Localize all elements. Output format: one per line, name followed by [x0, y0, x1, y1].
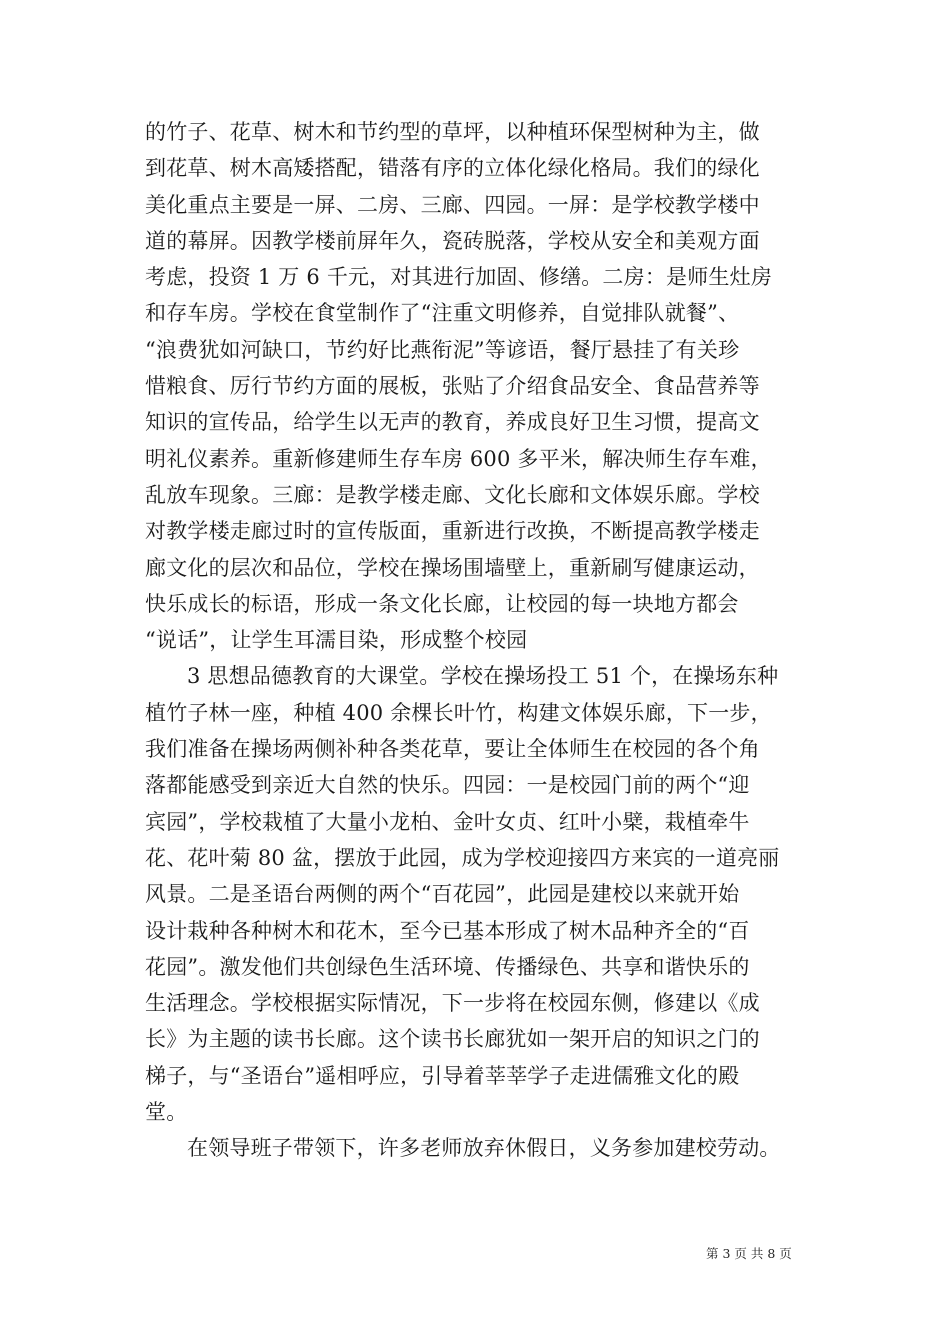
text-line: 对教学楼走廊过时的宣传版面，重新进行改换，不断提高教学楼走	[145, 519, 760, 544]
text-line: 风景。二是圣语台两侧的两个“百花园”，此园是建校以来就开始	[145, 882, 740, 907]
text-line: 植竹子林一座，种植 400 余棵长叶竹，构建文体娱乐廊，下一步，	[145, 700, 772, 725]
text-line-paragraph-start: 3 思想品德教育的大课堂。学校在操场投工 51 个，在操场东种	[187, 664, 779, 689]
body-text	[145, 114, 810, 1167]
text-line: 惜粮食、厉行节约方面的展板，张贴了介绍食品安全、食品营养等	[145, 374, 760, 399]
text-line: “浪费犹如河缺口，节约好比燕衔泥”等谚语，餐厅悬挂了有关珍	[145, 337, 740, 362]
text-line: 到花草、树木高矮搭配，错落有序的立体化绿化格局。我们的绿化	[145, 156, 760, 181]
text-line: 乱放车现象。三廊：是教学楼走廊、文化长廊和文体娱乐廊。学校	[145, 482, 760, 507]
text-line: 宾园”，学校栽植了大量小龙柏、金叶女贞、红叶小檗，栽植牵牛	[145, 809, 750, 834]
text-line: 道的幕屏。因教学楼前屏年久，瓷砖脱落，学校从安全和美观方面	[145, 228, 760, 253]
text-line: 梯子，与“圣语台”遥相呼应，引导着莘莘学子走进儒雅文化的殿	[145, 1063, 740, 1088]
text-line: 明礼仪素养。重新修建师生存车房 600 多平米，解决师生存车难，	[145, 446, 772, 471]
text-line: 花园”。激发他们共创绿色生活环境、传播绿色、共享和谐快乐的	[145, 954, 750, 979]
text-line: 的竹子、花草、树木和节约型的草坪，以种植环保型树种为主，做	[145, 120, 760, 144]
text-line: 长》为主题的读书长廊。这个读书长廊犹如一架开启的知识之门的	[145, 1027, 760, 1052]
text-line-paragraph-start: 在领导班子带领下，许多老师放弃休假日，义务参加建校劳动。	[187, 1136, 781, 1161]
text-line: 设计栽种各种树木和花木，至今已基本形成了树木品种齐全的“百	[145, 918, 750, 943]
text-line: 生活理念。学校根据实际情况，下一步将在校园东侧，修建以《成	[145, 991, 760, 1016]
text-line: 快乐成长的标语，形成一条文化长廊，让校园的每一块地方都会	[145, 591, 739, 616]
text-line: 美化重点主要是一屏、二房、三廊、四园。一屏：是学校教学楼中	[145, 192, 760, 217]
text-line: 廊文化的层次和品位，学校在操场围墙壁上，重新刷写健康运动，	[145, 555, 760, 580]
text-line: 考虑，投资 1 万 6 千元，对其进行加固、修缮。二房：是师生灶房	[145, 265, 773, 290]
text-line: 堂。	[145, 1100, 188, 1125]
text-line: 和存车房。学校在食堂制作了“注重文明修养，自觉排队就餐”、	[145, 301, 740, 326]
text-line: 我们准备在操场两侧补种各类花草，要让全体师生在校园的各个角	[145, 737, 760, 762]
text-line: 知识的宣传品，给学生以无声的教育，养成良好卫生习惯，提高文	[145, 410, 760, 435]
text-line: “说话”，让学生耳濡目染，形成整个校园	[145, 628, 528, 653]
text-line: 花、花叶菊 80 盆，摆放于此园，成为学校迎接四方来宾的一道亮丽	[145, 845, 780, 870]
text-line: 落都能感受到亲近大自然的快乐。四园：一是校园门前的两个“迎	[145, 773, 750, 798]
page-number-footer: 第 3 页 共 8 页	[706, 1246, 792, 1261]
